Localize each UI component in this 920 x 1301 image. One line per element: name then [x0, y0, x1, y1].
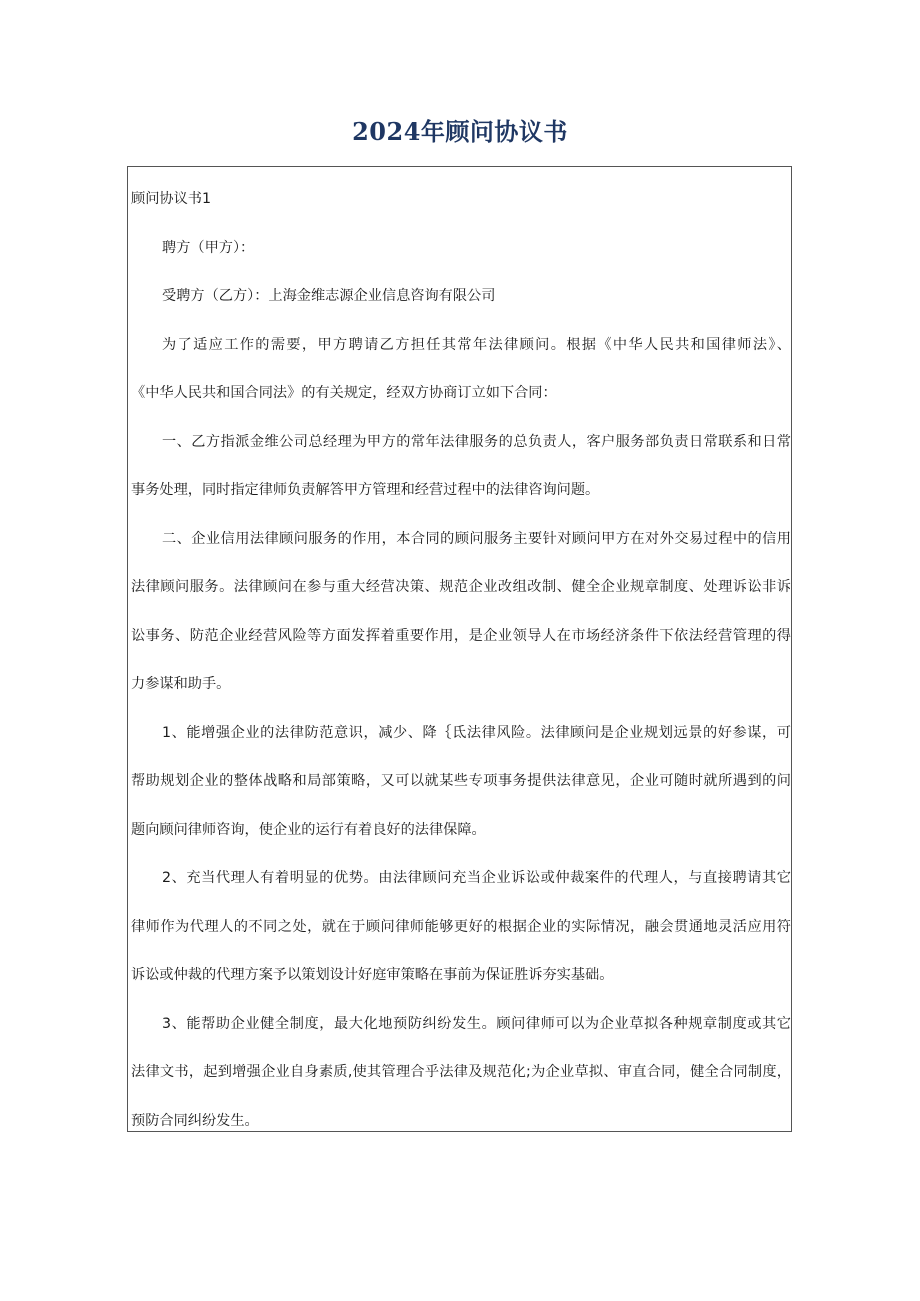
paragraph-line: 一、乙方指派金维公司总经理为甲方的常年法律服务的总负责人，客户服务部负责日常联系和日常: [162, 434, 791, 450]
paragraph-line: 题向顾问律师咨询，使企业的运行有着良好的法律保障。: [131, 822, 486, 838]
paragraph-line: 诉讼或仲裁的代理方案予以策划设计好庭审策略在事前为保证胜诉夯实基础。: [131, 967, 614, 983]
document-body: [127, 166, 792, 1132]
paragraph-line: 力参谋和助手。: [131, 676, 231, 692]
employee-line: 受聘方（乙方）：上海金维志源企业信息咨询有限公司: [162, 288, 496, 304]
paragraph-line: 律师作为代理人的不同之处，就在于顾问律师能够更好的根据企业的实际情况，融会贯通地灵活应用符: [131, 919, 791, 935]
paragraph-line: 讼事务、防范企业经营风险等方面发挥着重要作用，是企业领导人在市场经济条件下依法经营管理的得: [131, 628, 791, 644]
paragraph-line: 3、能帮助企业健全制度，最大化地预防纠纷发生。顾问律师可以为企业草拟各种规章制度或其它: [162, 1016, 791, 1032]
paragraph-line: 帮助规划企业的整体战略和局部策略，又可以就某些专项事务提供法律意见，企业可随时就所遇到的问: [131, 773, 791, 789]
paragraph-line: 二、企业信用法律顾问服务的作用，本合同的顾问服务主要针对顾问甲方在对外交易过程中的信用: [162, 531, 791, 547]
section-heading: 顾问协议书1: [131, 191, 211, 207]
paragraph-line: 法律文书，起到增强企业自身素质,使其管理合乎法律及规范化;为企业草拟、审直合同，健全合同制度，: [131, 1064, 791, 1080]
paragraph-line: 2、充当代理人有着明显的优势。由法律顾问充当企业诉讼或仲裁案件的代理人，与直接聘请其它: [162, 870, 791, 886]
paragraph-line: 预防合同纠纷发生。: [131, 1113, 259, 1129]
paragraph-line: 《中华人民共和国合同法》的有关规定，经双方协商订立如下合同：: [131, 385, 557, 401]
paragraph-line: 法律顾问服务。法律顾问在参与重大经营决策、规范企业改组改制、健全企业规章制度、处理诉讼非诉: [131, 579, 791, 595]
employer-line: 聘方（甲方）：: [162, 240, 255, 256]
paragraph-line: 为了适应工作的需要，甲方聘请乙方担任其常年法律顾问。根据《中华人民共和国律师法》、: [162, 337, 791, 353]
document-title: 2024年顾问协议书: [352, 117, 568, 146]
paragraph-line: 事务处理，同时指定律师负责解答甲方管理和经营过程中的法律咨询问题。: [131, 482, 600, 498]
paragraph-line: 1、能增强企业的法律防范意识，减少、降｛氐法律风险。法律顾问是企业规划远景的好参谋，可: [162, 725, 791, 741]
